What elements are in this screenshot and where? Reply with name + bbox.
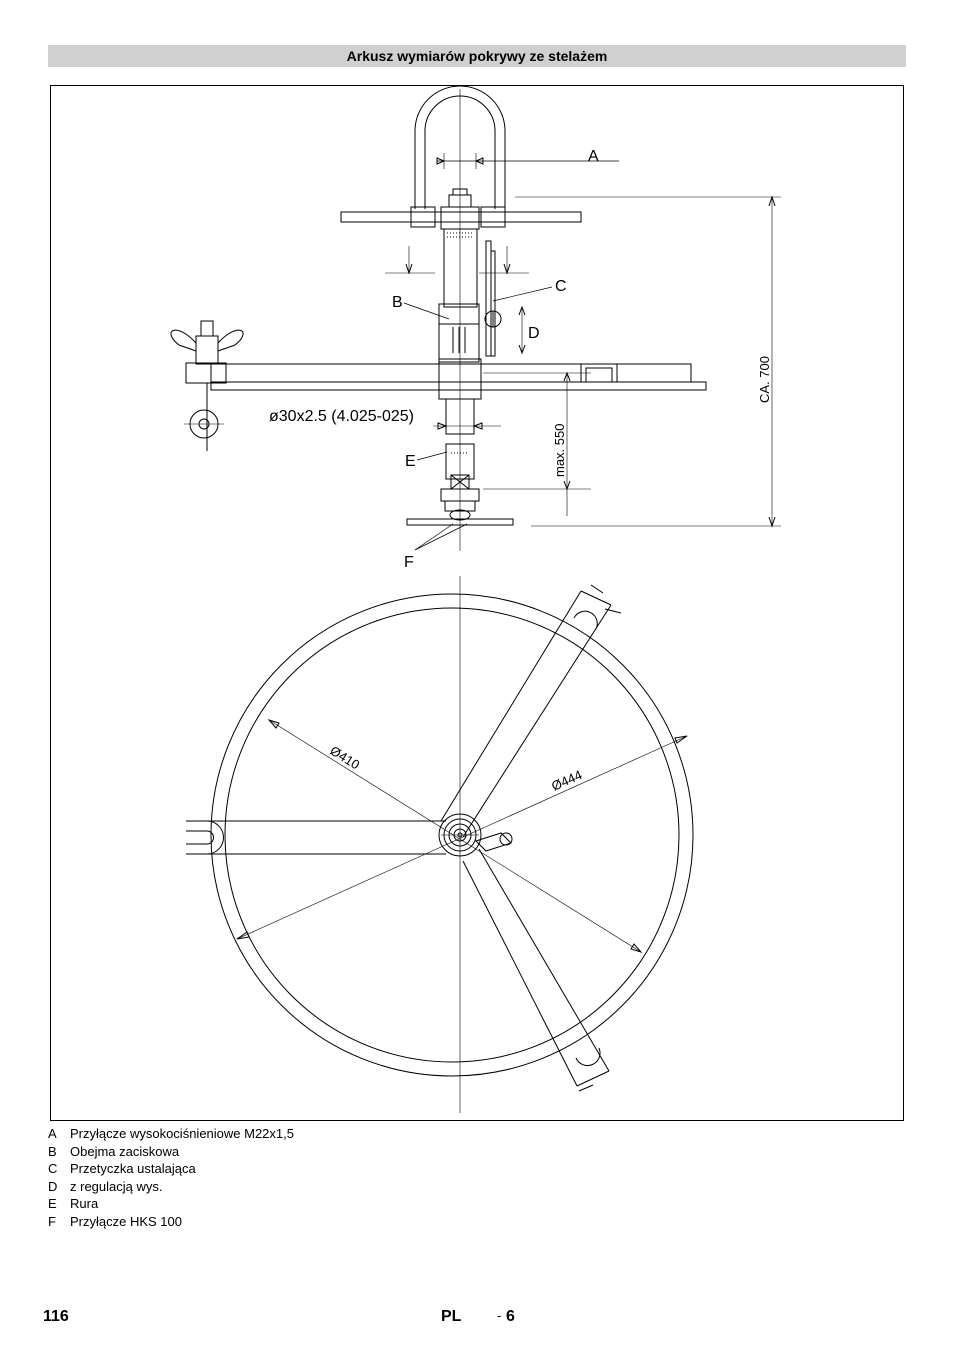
wing-nut (171, 321, 243, 451)
callout-b: B (392, 294, 403, 311)
legend-key: D (48, 1178, 58, 1194)
legend-text: z regulacją wys. (70, 1178, 163, 1194)
legend-key: E (48, 1196, 57, 1211)
total-height-label: CA. 700 (757, 356, 772, 403)
legend-item (48, 1195, 294, 1213)
callout-a: A (588, 148, 599, 165)
inner-diameter-label: Ø410 (327, 742, 363, 773)
callout-d: D (528, 325, 540, 342)
max-height-label: max. 550 (552, 423, 567, 477)
top-view (186, 576, 693, 1113)
language-code: PL (441, 1308, 462, 1325)
legend-text: Przyłącze HKS 100 (70, 1213, 182, 1229)
legend-text: Przetyczka ustalająca (70, 1161, 196, 1176)
page-title: Arkusz wymiarów pokrywy ze stelażem (48, 45, 906, 67)
center-hub (439, 814, 512, 856)
footer-separator: - (497, 1308, 502, 1323)
legend-key: F (48, 1213, 56, 1229)
legend-item (48, 1125, 294, 1143)
side-view (171, 86, 781, 571)
legend-text: Obejma zaciskowa (70, 1143, 180, 1159)
callout-f: F (404, 554, 414, 571)
pipe-dimension-label: ø30x2.5 (4.025-025) (269, 408, 414, 425)
legend-text: Rura (70, 1196, 99, 1211)
callout-e: E (405, 453, 416, 470)
legend-item (48, 1213, 294, 1231)
top-crossbar (341, 212, 581, 222)
page-number: 116 (43, 1308, 69, 1325)
legend (48, 1125, 294, 1230)
legend-key: B (48, 1143, 57, 1159)
upper-column (444, 229, 477, 307)
outer-diameter-label: Ø444 (549, 767, 585, 794)
callout-c: C (555, 278, 567, 295)
diagonal-arm (441, 585, 621, 1091)
legend-item (48, 1178, 294, 1196)
legend-item (48, 1143, 294, 1161)
technical-drawing (50, 85, 904, 1121)
legend-item (48, 1160, 294, 1178)
legend-key: A (48, 1126, 57, 1141)
section-number: 6 (506, 1308, 515, 1325)
legend-text: Przyłącze wysokociśnieniowe M22x1,5 (70, 1126, 294, 1141)
legend-key: C (48, 1161, 58, 1176)
main-cover-bar (211, 364, 691, 382)
